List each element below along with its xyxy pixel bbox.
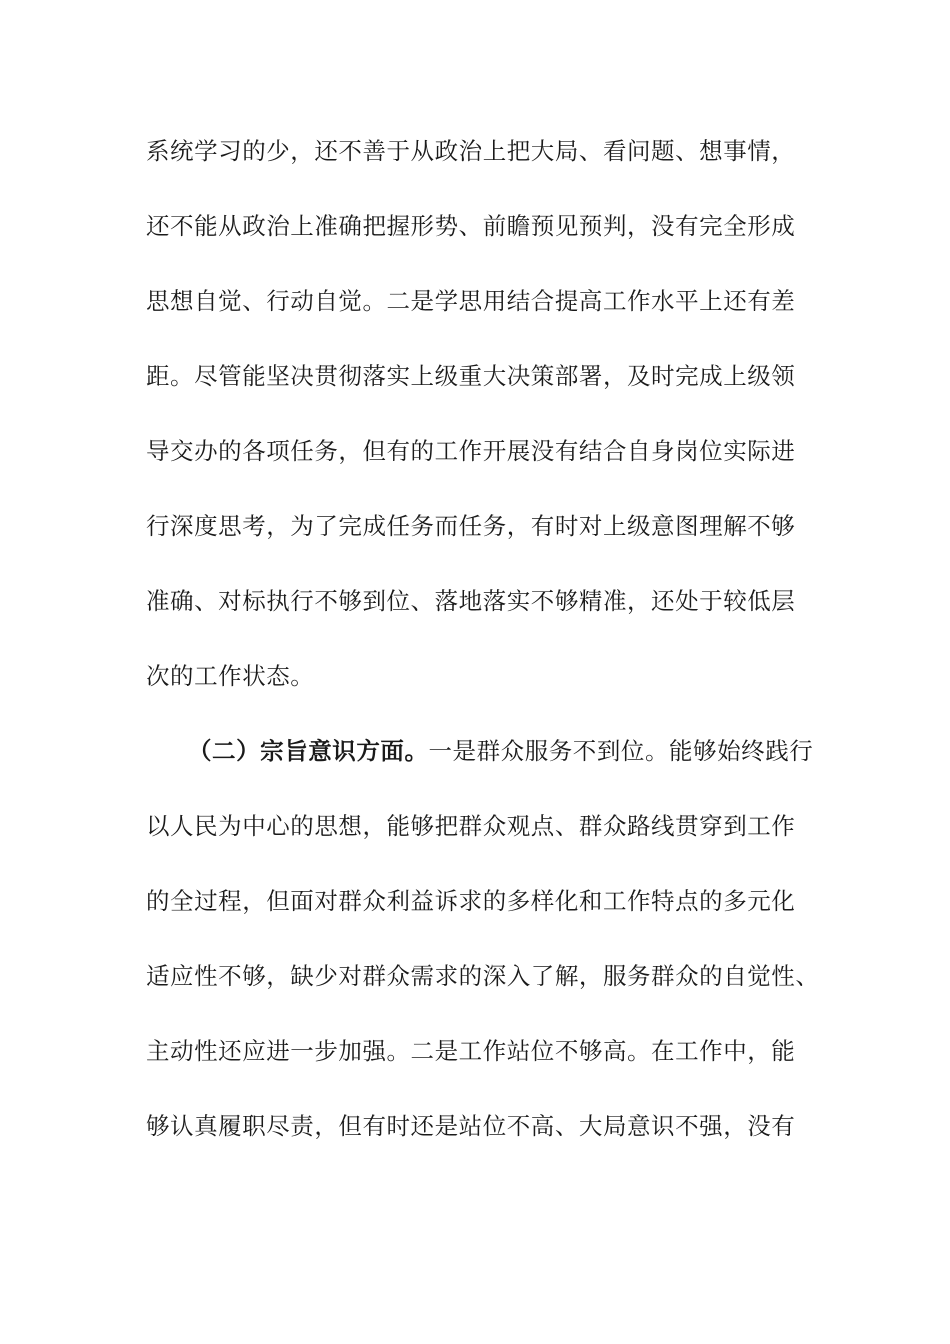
paragraph-line: 以人民为中心的思想，能够把群众观点、群众路线贯穿到工作 <box>146 812 796 840</box>
paragraph-line: 行深度思考，为了完成任务而任务，有时对上级意图理解不够 <box>146 512 796 540</box>
paragraph-line: 够认真履职尽责，但有时还是站位不高、大局意识不强，没有 <box>146 1112 796 1140</box>
paragraph-line: 适应性不够，缺少对群众需求的深入了解，服务群众的自觉性、 <box>146 962 820 990</box>
paragraph-line: 次的工作状态。 <box>146 662 315 690</box>
paragraph-line: 思想自觉、行动自觉。二是学思用结合提高工作水平上还有差 <box>146 287 796 315</box>
paragraph-line: 准确、对标执行不够到位、落地落实不够精准，还处于较低层 <box>146 587 796 615</box>
paragraph-line: 的全过程，但面对群众利益诉求的多样化和工作特点的多元化 <box>146 887 796 915</box>
section-2-first-line <box>146 728 846 803</box>
body-text <box>146 128 846 1178</box>
section-2-heading: （二）宗旨意识方面。 <box>188 737 429 765</box>
paragraph-line: 还不能从政治上准确把握形势、前瞻预见预判，没有完全形成 <box>146 212 796 240</box>
paragraph-line: 导交办的各项任务，但有的工作开展没有结合自身岗位实际进 <box>146 437 796 465</box>
paragraph-line: 距。尽管能坚决贯彻落实上级重大决策部署，及时完成上级领 <box>146 362 796 390</box>
paragraph-line: 主动性还应进一步加强。二是工作站位不够高。在工作中，能 <box>146 1037 796 1065</box>
section-2-first-line-text: 一是群众服务不到位。能够始终践行 <box>428 737 814 765</box>
paragraph-line: 系统学习的少，还不善于从政治上把大局、看问题、想事情， <box>146 137 796 165</box>
